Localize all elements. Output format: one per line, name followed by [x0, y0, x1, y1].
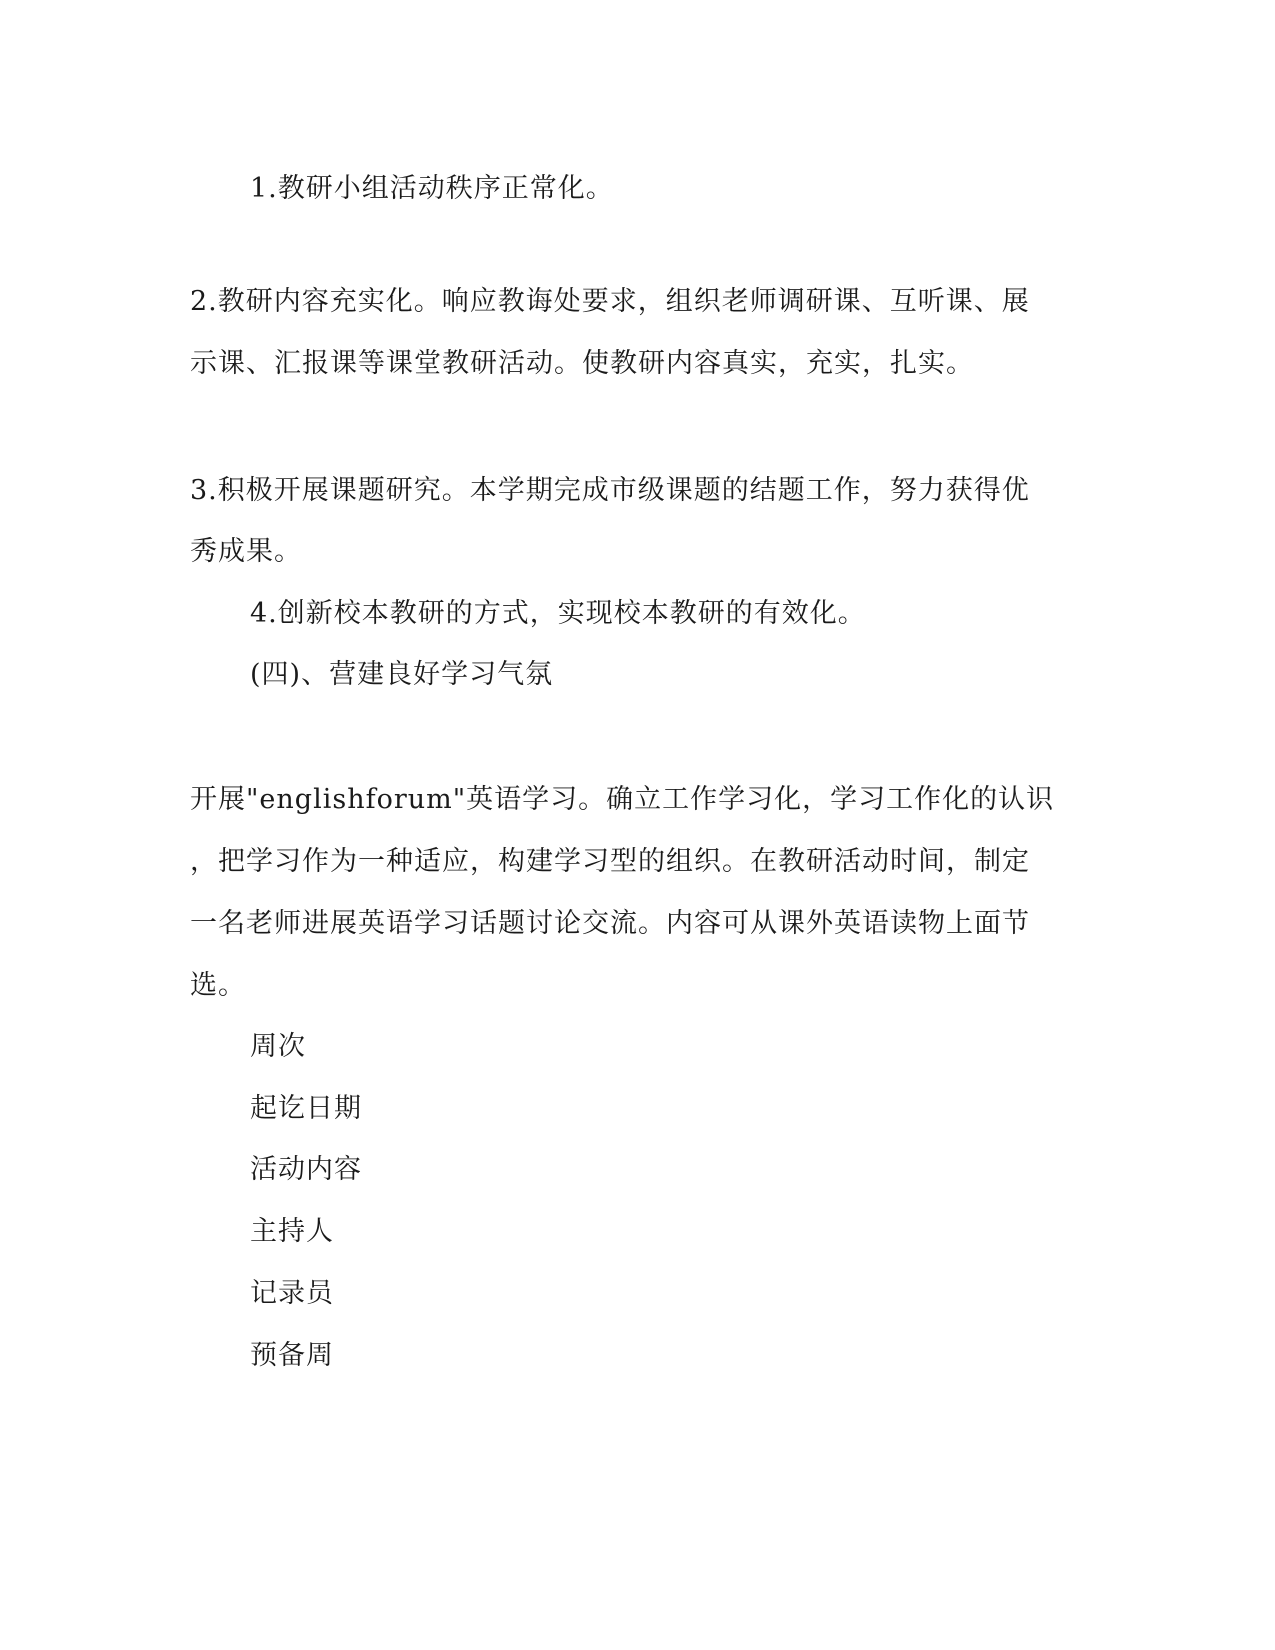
table-header-activity: 活动内容 [250, 1154, 362, 1185]
section-heading: (四)、营建良好学习气氛 [250, 659, 554, 690]
item-3-text-line-2: 秀成果。 [190, 536, 302, 567]
paragraph-line-2: ，把学习作为一种适应，构建学习型的组织。在教研活动时间，制定 [190, 846, 1030, 877]
paragraph-line-4: 选。 [190, 970, 246, 1001]
paragraph-line-3: 一名老师进展英语学习话题讨论交流。内容可从课外英语读物上面节 [190, 908, 1030, 939]
table-header-week: 周次 [250, 1031, 306, 1062]
table-header-dates: 起讫日期 [250, 1093, 362, 1124]
table-header-host: 主持人 [250, 1216, 334, 1247]
item-4-text: 4.创新校本教研的方式，实现校本教研的有效化。 [250, 598, 866, 629]
table-header-recorder: 记录员 [250, 1278, 334, 1309]
item-2-text-line-2: 示课、汇报课等课堂教研活动。使教研内容真实，充实，扎实。 [190, 348, 974, 379]
table-cell-prep-week: 预备周 [250, 1340, 334, 1371]
item-3-text-line-1: 3.积极开展课题研究。本学期完成市级课题的结题工作，努力获得优 [190, 475, 1030, 506]
item-1-text: 1.教研小组活动秩序正常化。 [250, 173, 614, 204]
paragraph-line-1: 开展"englishforum"英语学习。确立工作学习化，学习工作化的认识 [190, 784, 1055, 815]
item-2-text-line-1: 2.教研内容充实化。响应教诲处要求，组织老师调研课、互听课、展 [190, 286, 1030, 317]
